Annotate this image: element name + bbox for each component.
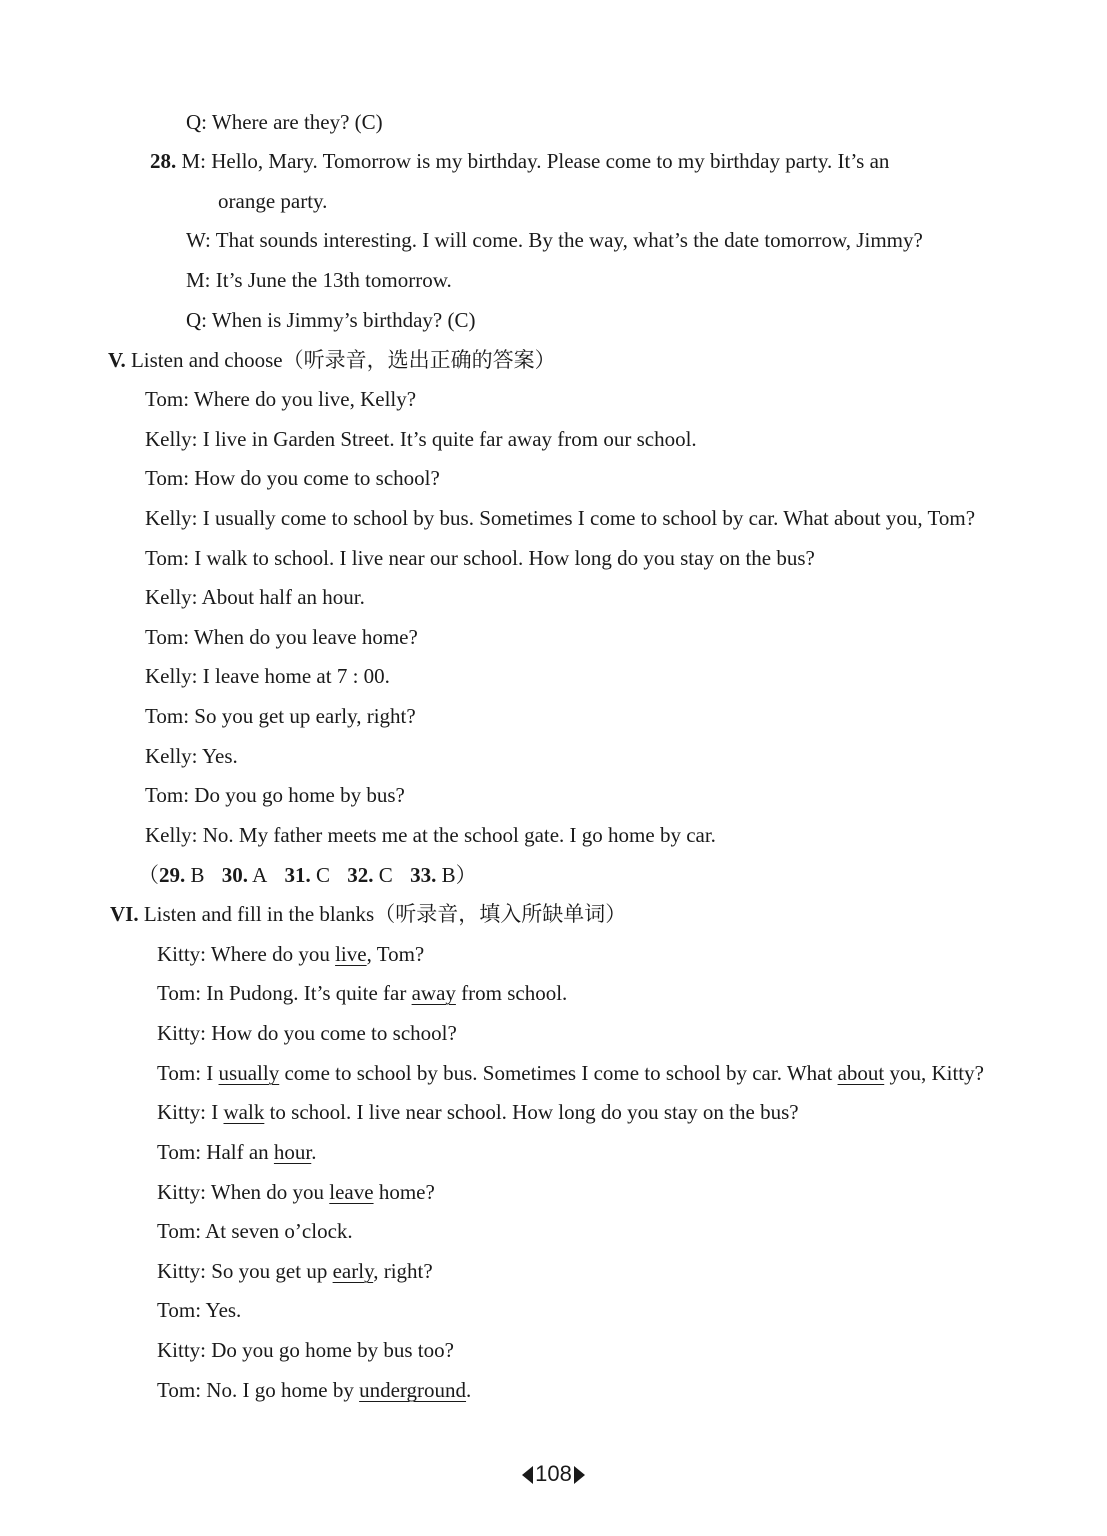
- fill-line: Tom: I usually come to school by bus. Sometimes I come to school by car. What about you, Kitty?: [157, 1061, 984, 1085]
- dialogue-line: Kelly: No. My father meets me at the school gate. I go home by car.: [145, 823, 716, 847]
- question-number: 28.: [150, 149, 177, 173]
- fill-line: Kitty: Where do you live, Tom?: [157, 942, 425, 966]
- answer-number: 31.: [284, 863, 311, 887]
- section-v-heading: [108, 346, 556, 374]
- fill-line: Tom: No. I go home by underground.: [157, 1378, 472, 1402]
- triangle-right-icon: [574, 1466, 585, 1484]
- dialogue-line: Tom: How do you come to school?: [145, 466, 440, 490]
- answer-number: 33.: [410, 863, 437, 887]
- question-28-line: 28. M: Hello, Mary. Tomorrow is my birthday. Please come to my birthday party. It’s an: [150, 149, 890, 173]
- answer-number: 32.: [347, 863, 374, 887]
- fill-line: Kitty: Do you go home by bus too?: [157, 1338, 454, 1362]
- dialogue-line: Kelly: I live in Garden Street. It’s quite far away from our school.: [145, 427, 697, 451]
- filled-blank: walk: [223, 1100, 265, 1124]
- fill-line: Tom: At seven o’clock.: [157, 1219, 353, 1243]
- filled-blank: about: [837, 1061, 885, 1085]
- answer-letter: B: [190, 863, 205, 887]
- page-number: 108: [0, 1460, 1107, 1488]
- dialogue-line: Kelly: About half an hour.: [145, 585, 365, 609]
- section-numeral: V.: [108, 348, 126, 372]
- dialogue-line: Tom: So you get up early, right?: [145, 704, 416, 728]
- filled-blank: hour: [273, 1140, 312, 1164]
- dialogue-line: W: That sounds interesting. I will come. By the way, what’s the date tomorrow, Jimmy?: [186, 228, 923, 252]
- dialogue-line: Q: When is Jimmy’s birthday? (C): [186, 308, 476, 332]
- section-numeral: VI.: [110, 902, 139, 926]
- section-title: Listen and fill in the blanks（听录音，填入所缺单词）: [143, 902, 627, 926]
- answer-letter: C: [378, 863, 393, 887]
- dialogue-line: Kelly: Yes.: [145, 744, 238, 768]
- fill-line: Kitty: When do you leave home?: [157, 1180, 435, 1204]
- fill-line: Kitty: How do you come to school?: [157, 1021, 457, 1045]
- answer-number: 29.: [159, 863, 186, 887]
- fill-line: Kitty: I walk to school. I live near school. How long do you stay on the bus?: [157, 1100, 799, 1124]
- fill-line: Tom: Half an hour.: [157, 1140, 317, 1164]
- dialogue-line: Tom: Do you go home by bus?: [145, 783, 405, 807]
- section-vi-heading: [110, 900, 626, 928]
- filled-blank: live: [335, 942, 367, 966]
- answer-letter: A: [252, 863, 268, 887]
- dialogue-line: M: It’s June the 13th tomorrow.: [186, 268, 452, 292]
- filled-blank: underground: [359, 1378, 467, 1402]
- filled-blank: usually: [218, 1061, 280, 1085]
- dialogue-line: Kelly: I usually come to school by bus. Sometimes I come to school by car. What about you, Tom?: [145, 506, 976, 530]
- dialogue-line: Kelly: I leave home at 7 : 00.: [145, 664, 390, 688]
- fill-line: Kitty: So you get up early, right?: [157, 1259, 433, 1283]
- filled-blank: away: [411, 981, 456, 1005]
- section-title: Listen and choose（听录音，选出正确的答案）: [130, 348, 556, 372]
- answer-number: 30.: [221, 863, 249, 887]
- filled-blank: leave: [329, 1180, 374, 1204]
- fill-line: Tom: Yes.: [157, 1298, 242, 1322]
- answer-letter: B: [441, 863, 456, 887]
- fill-line: Tom: In Pudong. It’s quite far away from school.: [157, 981, 568, 1005]
- dialogue-line: Tom: Where do you live, Kelly?: [145, 387, 417, 411]
- filled-blank: early: [332, 1259, 374, 1283]
- answer-letter: C: [316, 863, 331, 887]
- dialogue-line: Tom: I walk to school. I live near our school. How long do you stay on the bus?: [145, 546, 815, 570]
- answer-key: （29. B 30. A 31. C 32. C 33. B）: [138, 863, 477, 887]
- dialogue-line: orange party.: [218, 189, 328, 213]
- dialogue-line: Tom: When do you leave home?: [145, 625, 418, 649]
- dialogue-line: Q: Where are they? (C): [186, 110, 383, 134]
- triangle-left-icon: [522, 1466, 533, 1484]
